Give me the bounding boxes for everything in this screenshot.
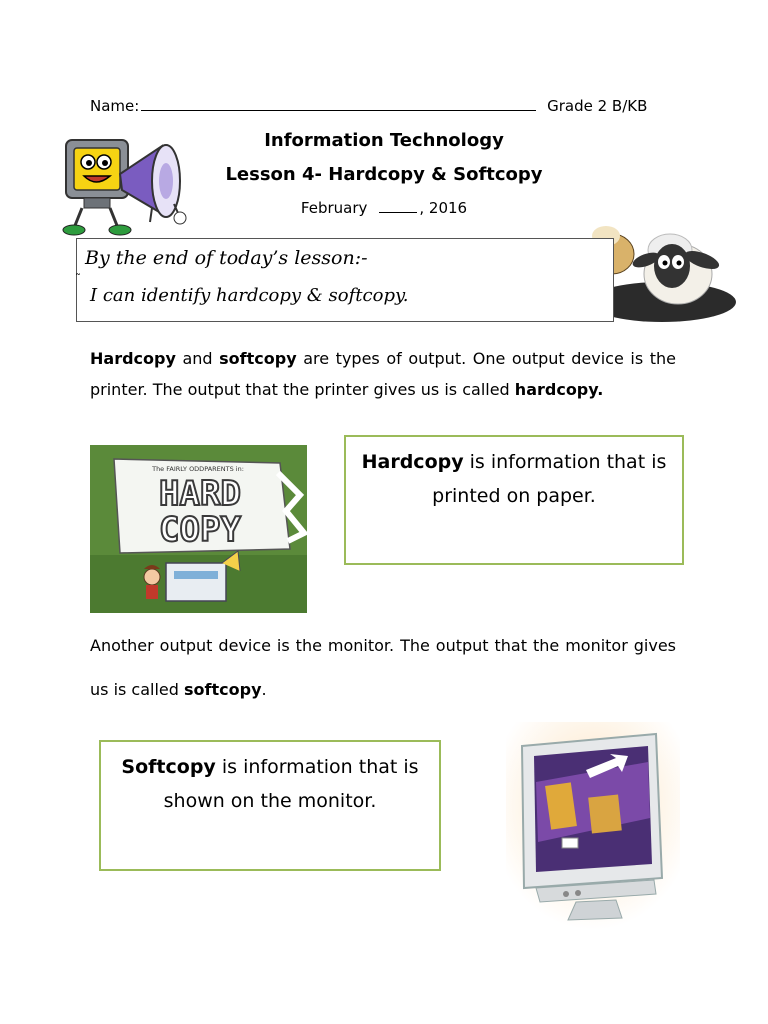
image-caption: The FAIRLY ODDPARENTS in:	[152, 465, 244, 473]
definition-hardcopy-text: is information that is printed on paper.	[432, 451, 667, 507]
objective-intro: By the end of today’s lesson:-	[85, 247, 368, 269]
term-hardcopy-end: hardcopy.	[514, 380, 604, 399]
text-and: and	[175, 349, 220, 368]
definition-softcopy-text: is information that is shown on the monitor.	[163, 756, 419, 812]
term-softcopy-end: softcopy	[184, 680, 262, 699]
date-day-field[interactable]	[379, 200, 417, 213]
definition-term-hardcopy: Hardcopy	[361, 451, 464, 473]
term-hardcopy: Hardcopy	[90, 349, 176, 368]
term-softcopy: softcopy	[219, 349, 297, 368]
hardcopy-image	[90, 445, 307, 613]
name-label: Name:	[90, 97, 140, 115]
name-line	[90, 96, 670, 115]
grade-label: Grade 2 B/KB	[547, 97, 648, 115]
paragraph1-body: are types of output. One output device is the printer. The output that the printer gives us is called	[90, 349, 677, 399]
paragraph2-body: Another output device is the monitor. The output that the monitor gives us is called	[90, 636, 676, 699]
image-word-copy: COPY	[159, 510, 241, 550]
image-word-hard: HARD	[159, 474, 241, 514]
name-field[interactable]	[141, 96, 536, 111]
softcopy-definition-box	[99, 740, 441, 871]
objective-mark: ˜	[75, 272, 81, 286]
date-month: February	[300, 199, 368, 217]
lesson-objective-box	[76, 238, 614, 322]
softcopy-paragraph	[90, 624, 676, 712]
monitor-icon	[506, 722, 680, 930]
lesson-title: Lesson 4- Hardcopy & Softcopy	[225, 164, 543, 185]
date-year: , 2016	[419, 199, 468, 217]
hardcopy-definition-box	[344, 435, 684, 565]
definition-term-softcopy: Softcopy	[121, 756, 216, 778]
paragraph2-period: .	[261, 680, 267, 699]
subject-title: Information Technology	[264, 130, 504, 151]
monitor-megaphone-icon	[62, 132, 202, 238]
objective-statement: I can identify hardcopy & softcopy.	[90, 285, 409, 306]
hardcopy-paragraph	[90, 343, 676, 405]
